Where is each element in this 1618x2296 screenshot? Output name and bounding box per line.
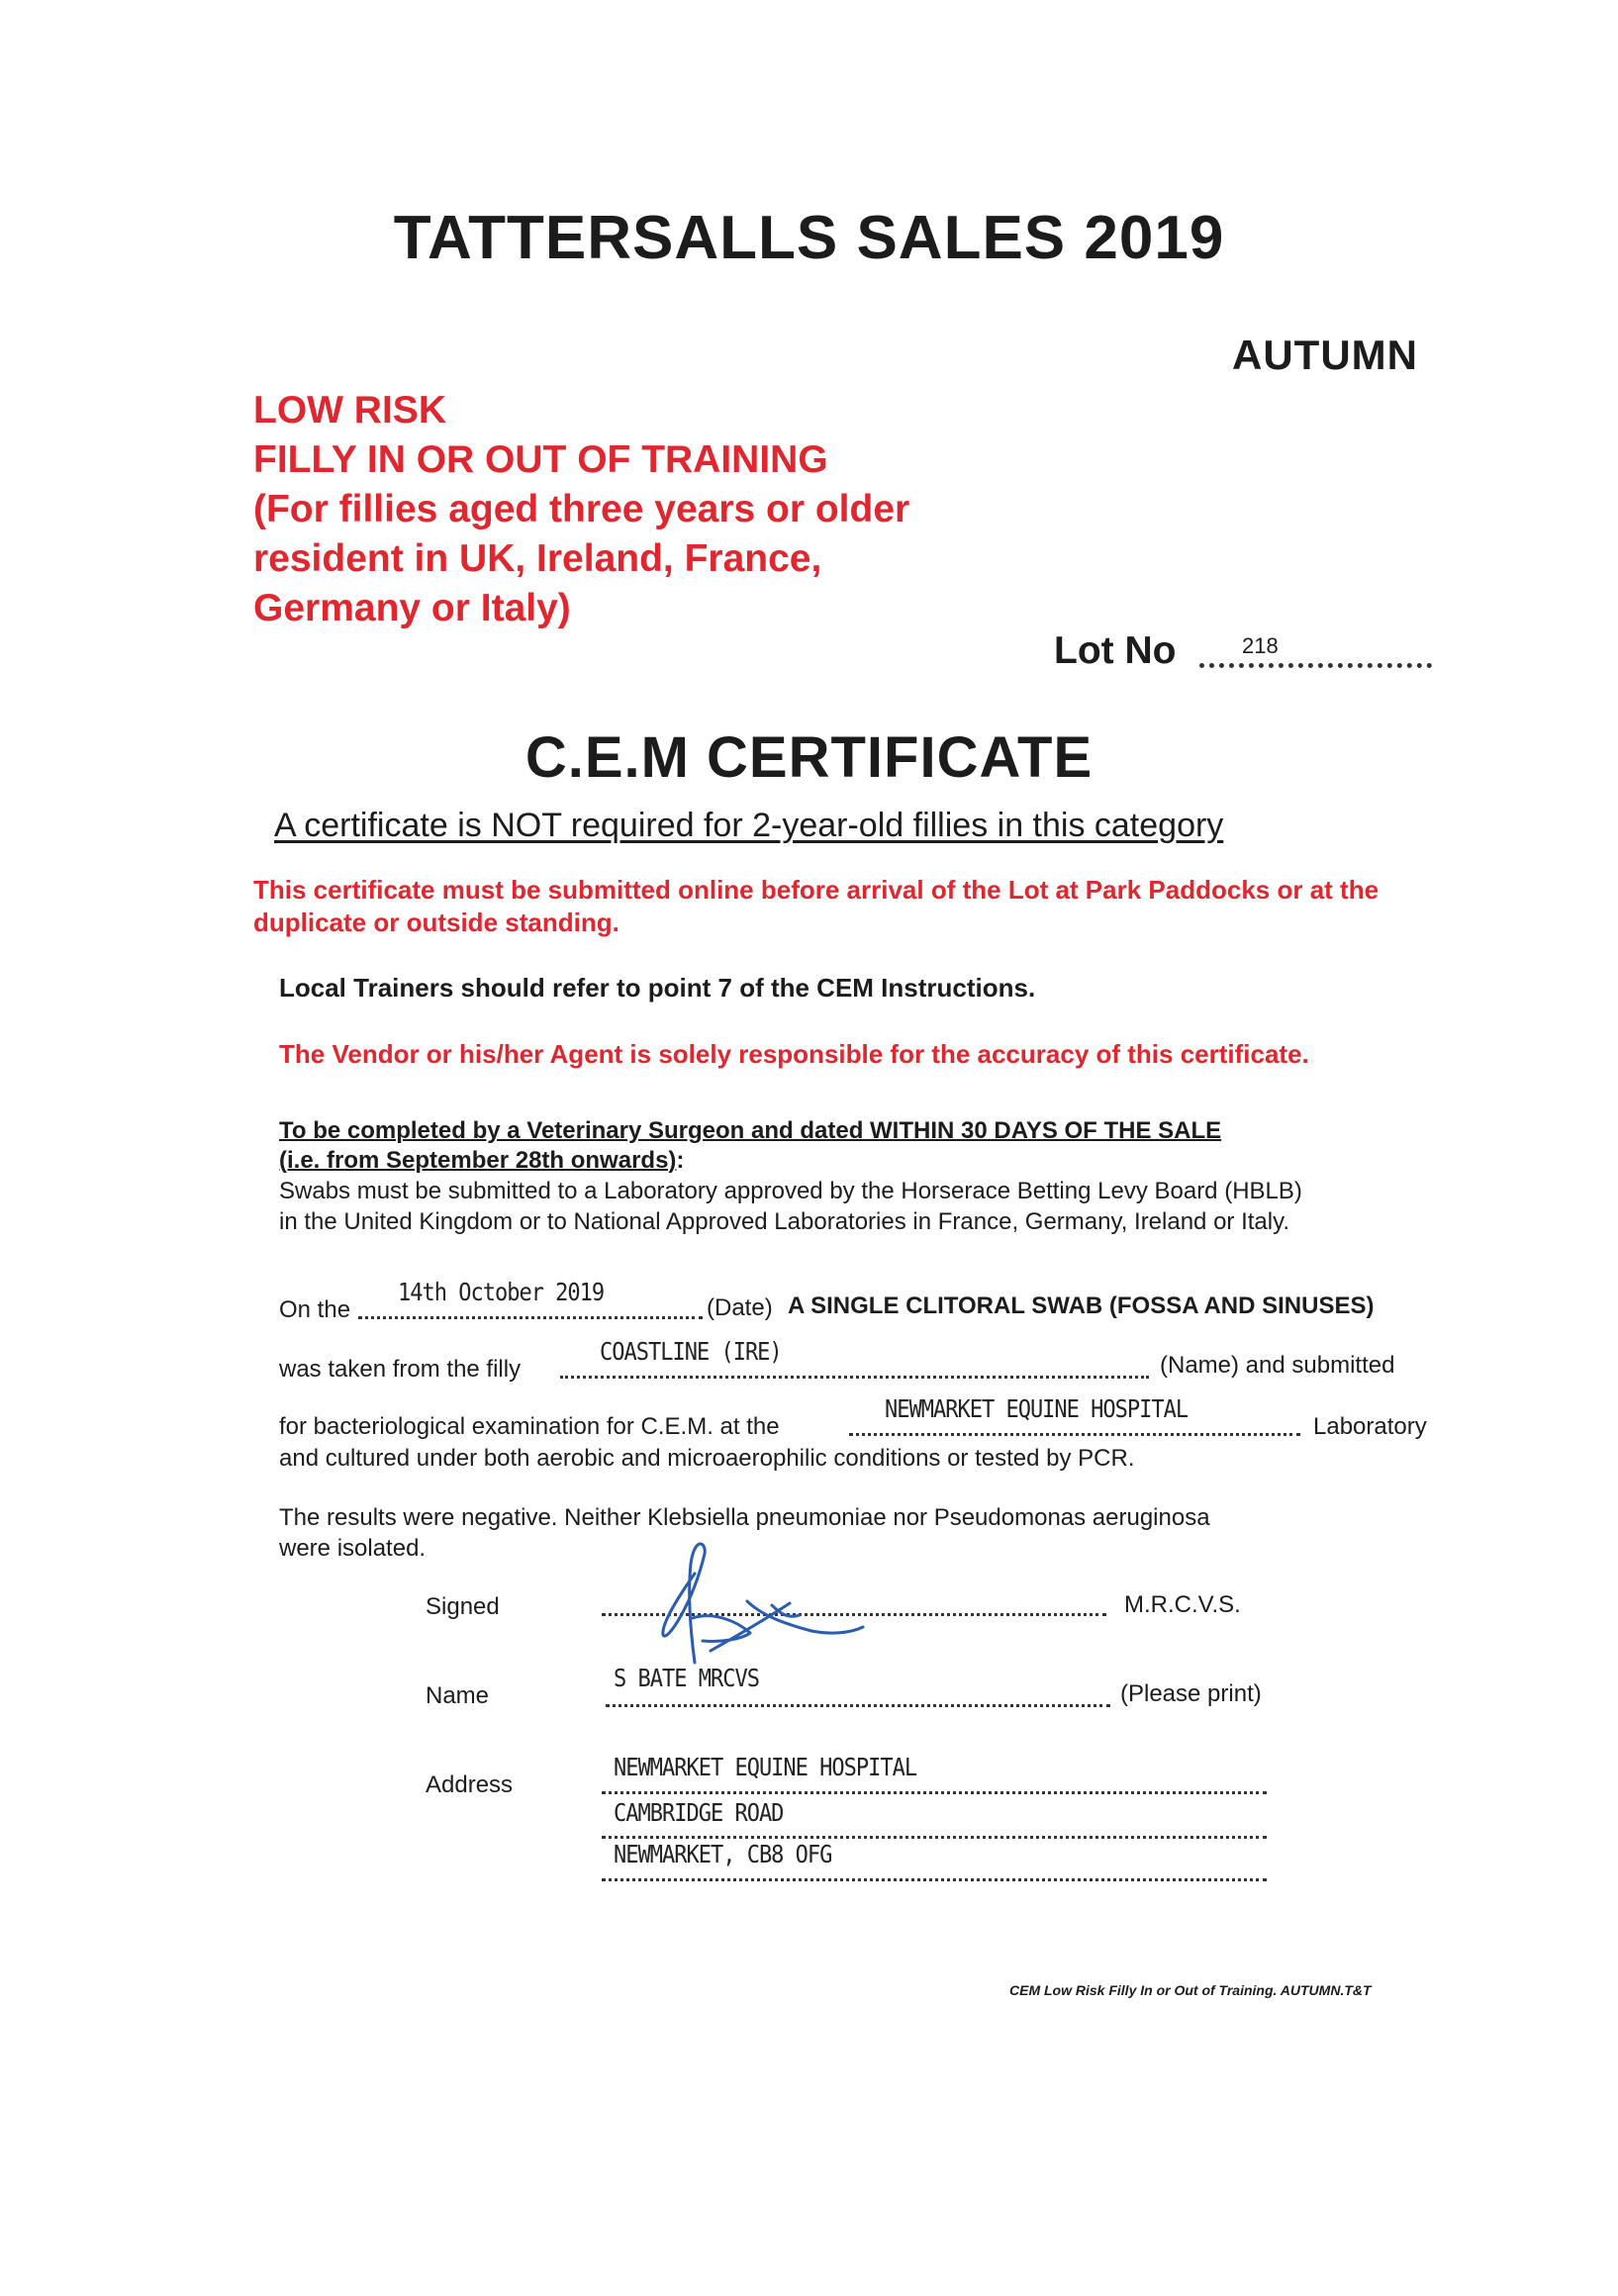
swabs-line: Swabs must be submitted to a Laboratory approved by the Horserace Betting Levy Board (HBLB) (279, 1178, 1302, 1204)
swab-description: A SINGLE CLITORAL SWAB (FOSSA AND SINUSES) (788, 1292, 1375, 1319)
date-field-line (358, 1316, 703, 1319)
vet-heading (279, 1116, 1221, 1176)
date-suffix-label: (Date) (707, 1294, 773, 1321)
please-print-label: (Please print) (1120, 1680, 1262, 1707)
on-the-label: On the (279, 1296, 351, 1323)
vendor-notice: The Vendor or his/her Agent is solely responsible for the accuracy of this certificate. (279, 1039, 1309, 1069)
not-required-note: A certificate is NOT required for 2-year-old fillies in this category (274, 807, 1224, 844)
address-field-3: NEWMARKET, CB8 OFG (614, 1841, 832, 1869)
vet-heading-date: (i.e. from September 28th onwards) (279, 1147, 677, 1174)
address-field-2: CAMBRIDGE ROAD (614, 1799, 784, 1828)
certificate-heading: C.E.M CERTIFICATE (524, 725, 1094, 790)
season-label: AUTUMN (1232, 332, 1418, 378)
lab-field-line (849, 1433, 1300, 1436)
address-field-1: NEWMARKET EQUINE HOSPITAL (614, 1754, 917, 1782)
name-field-line (606, 1704, 1110, 1707)
category-line: Germany or Italy) (253, 587, 571, 629)
category-block (253, 386, 909, 633)
filly-name-field: COASTLINE (IRE) (600, 1338, 782, 1367)
lot-number-dots (1199, 663, 1432, 668)
swabs-text (279, 1176, 1302, 1237)
category-line: FILLY IN OR OUT OF TRAINING (253, 438, 828, 481)
mrcvs-label: M.R.C.V.S. (1124, 1591, 1241, 1618)
footer-reference: CEM Low Risk Filly In or Out of Training. AUTUMN.T&T (1009, 1982, 1372, 1998)
laboratory-field: NEWMARKET EQUINE HOSPITAL (885, 1395, 1189, 1424)
name-field: S BATE MRCVS (614, 1665, 759, 1693)
signed-label: Signed (426, 1593, 500, 1620)
address-label: Address (426, 1771, 514, 1798)
name-label: Name (426, 1682, 490, 1709)
results-line: were isolated. (279, 1535, 427, 1562)
address-line-3 (602, 1878, 1267, 1881)
cultured-text: and cultured under both aerobic and microaerophilic conditions or tested by PCR. (279, 1445, 1135, 1472)
vet-heading-colon: : (676, 1147, 685, 1174)
filly-field-line (560, 1376, 1149, 1379)
category-line: (For fillies aged three years or older (253, 488, 910, 530)
lot-number-label: Lot No (1054, 629, 1177, 672)
online-notice: This certificate must be submitted online before arrival of the Lot at Park Paddocks or at the duplicate or outside standing. (253, 875, 1380, 937)
category-line: LOW RISK (253, 389, 446, 431)
vet-heading-line: To be completed by a Veterinary Surgeon and dated WITHIN 30 DAYS OF THE SALE (279, 1117, 1222, 1144)
lot-number-value: 218 (1242, 633, 1279, 658)
taken-from-label: was taken from the filly (279, 1356, 522, 1383)
bacteriological-label: for bacteriological examination for C.E.M. at the (279, 1413, 780, 1440)
page-title: TATTERSALLS SALES 2019 (393, 204, 1225, 272)
date-field: 14th October 2019 (398, 1279, 605, 1307)
address-line-1 (602, 1791, 1267, 1794)
laboratory-label: Laboratory (1313, 1413, 1427, 1440)
category-line: resident in UK, Ireland, France, (253, 537, 822, 580)
signature-mark (633, 1524, 881, 1673)
name-submitted-label: (Name) and submitted (1160, 1352, 1395, 1379)
address-line-2 (602, 1836, 1267, 1839)
results-line: The results were negative. Neither Klebsiella pneumoniae nor Pseudomonas aeruginosa (279, 1504, 1210, 1531)
local-trainers-note: Local Trainers should refer to point 7 of the CEM Instructions. (279, 973, 1036, 1003)
swabs-line: in the United Kingdom or to National Approved Laboratories in France, Germany, Ireland or Italy. (279, 1208, 1289, 1235)
